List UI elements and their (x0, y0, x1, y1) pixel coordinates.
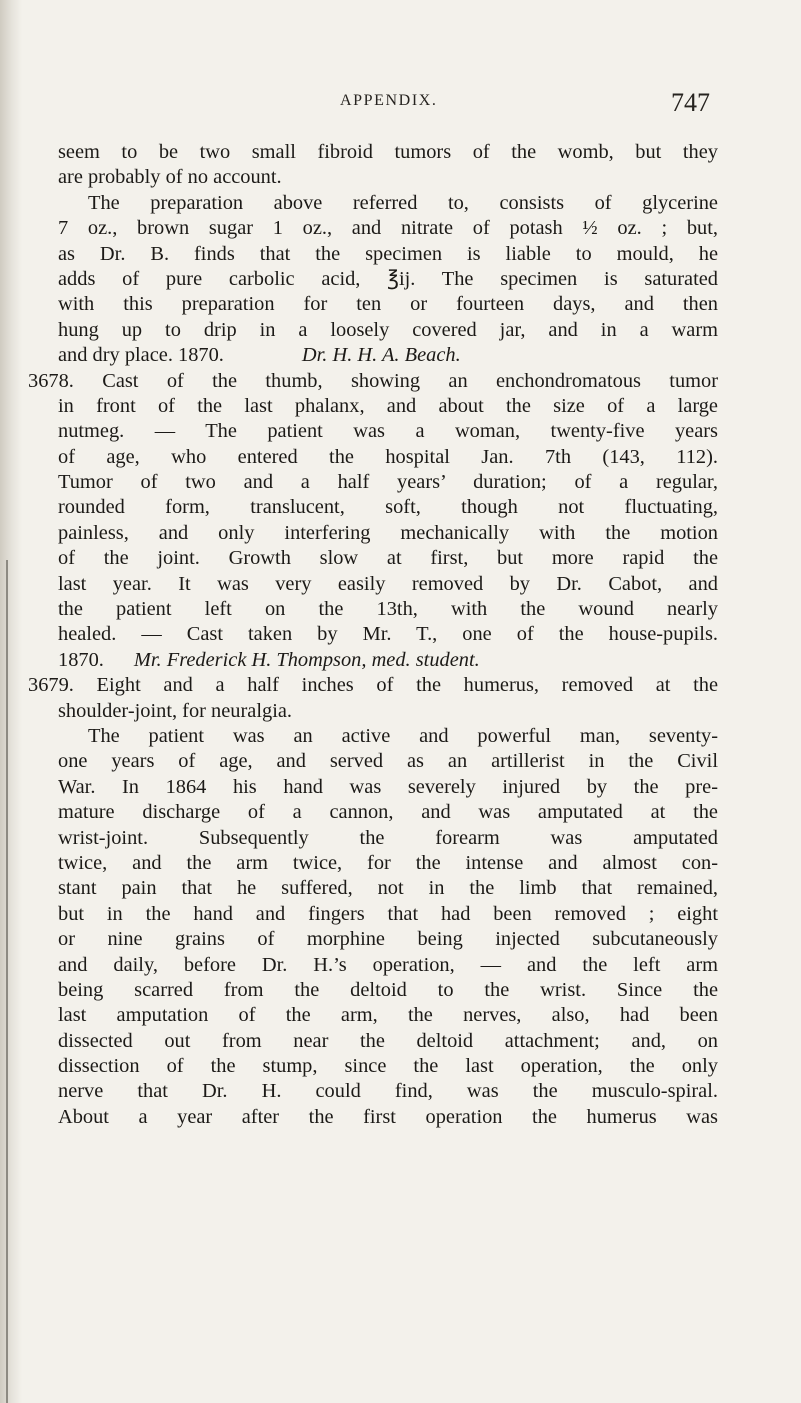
text-line: one years of age, and served as an artillerist in the Civil (58, 750, 718, 773)
entry-heading-line: 3678. Cast of the thumb, showing an enchondromatous tumor (28, 369, 718, 392)
text-line: About a year after the first operation the humerus was (58, 1105, 718, 1128)
signature: Mr. Frederick H. Thompson, med. student. (133, 648, 480, 671)
text-line: wrist-joint. Subsequently the forearm was amputated (58, 826, 718, 849)
text-line: shoulder-joint, for neuralgia. (58, 699, 293, 722)
text-line: 7 oz., brown sugar 1 oz., and nitrate of potash ½ oz. ; but, (58, 217, 718, 240)
text-line: Tumor of two and a half years’ duration; of a regular, (58, 471, 718, 494)
gutter-line (6, 560, 8, 1403)
text-line: of the joint. Growth slow at first, but more rapid the (58, 547, 718, 570)
text-line: are probably of no account. (58, 166, 282, 189)
running-title: APPENDIX. (340, 92, 438, 109)
text-line: hung up to drip in a loosely covered jar, and in a warm (58, 318, 718, 341)
text-line: nerve that Dr. H. could find, was the musculo-spiral. (58, 1080, 718, 1103)
text-line: The preparation above referred to, consists of glycerine (88, 191, 718, 214)
text-line: seem to be two small fibroid tumors of the womb, but they (58, 141, 718, 163)
text-line: The patient was an active and powerful man, seventy- (88, 724, 718, 747)
text-line: as Dr. B. finds that the specimen is liable to mould, he (58, 242, 718, 265)
text-line: but in the hand and fingers that had been removed ; eight (58, 902, 718, 925)
text-line: healed. — Cast taken by Mr. T., one of the house-pupils. (58, 623, 718, 646)
entry-heading-line: 3679. Eight and a half inches of the humerus, removed at the (28, 674, 718, 697)
gutter-shadow (0, 0, 22, 1403)
closing-text: and dry place. 1870. (58, 344, 224, 367)
text-line: of age, who entered the hospital Jan. 7th (143, 112). (58, 445, 718, 468)
text-line: rounded form, translucent, soft, though not fluctuating, (58, 496, 718, 519)
text-line: mature discharge of a cannon, and was amputated at the (58, 801, 718, 824)
running-head (0, 88, 801, 118)
signature: Dr. H. H. A. Beach. (301, 344, 461, 367)
text-line: painless, and only interfering mechanically with the motion (58, 521, 718, 544)
text-line: and daily, before Dr. H.’s operation, — and the left arm (58, 953, 718, 976)
text-line: dissection of the stump, since the last operation, the only (58, 1055, 718, 1078)
page-number: 747 (671, 88, 710, 117)
body-text (28, 140, 718, 1130)
closing-text: 1870. (58, 648, 104, 671)
text-line: stant pain that he suffered, not in the limb that remained, (58, 877, 718, 900)
text-line: with this preparation for ten or fourteen days, and then (58, 293, 718, 316)
text-line: in front of the last phalanx, and about the size of a large (58, 394, 718, 417)
text-line: adds of pure carbolic acid, ℥ij. The specimen is saturated (58, 267, 718, 290)
text-line: the patient left on the 13th, with the wound nearly (58, 598, 718, 621)
text-line (58, 648, 718, 673)
text-line: being scarred from the deltoid to the wrist. Since the (58, 978, 718, 1001)
text-line: or nine grains of morphine being injected subcutaneously (58, 928, 718, 951)
text-line (58, 343, 718, 368)
text-line: dissected out from near the deltoid attachment; and, on (58, 1029, 718, 1052)
text-line: last year. It was very easily removed by Dr. Cabot, and (58, 572, 718, 595)
text-line: last amputation of the arm, the nerves, also, had been (58, 1004, 718, 1027)
text-line: nutmeg. — The patient was a woman, twenty-five years (58, 420, 718, 443)
text-line: War. In 1864 his hand was severely injured by the pre- (58, 775, 718, 798)
text-line: twice, and the arm twice, for the intense and almost con- (58, 851, 718, 874)
